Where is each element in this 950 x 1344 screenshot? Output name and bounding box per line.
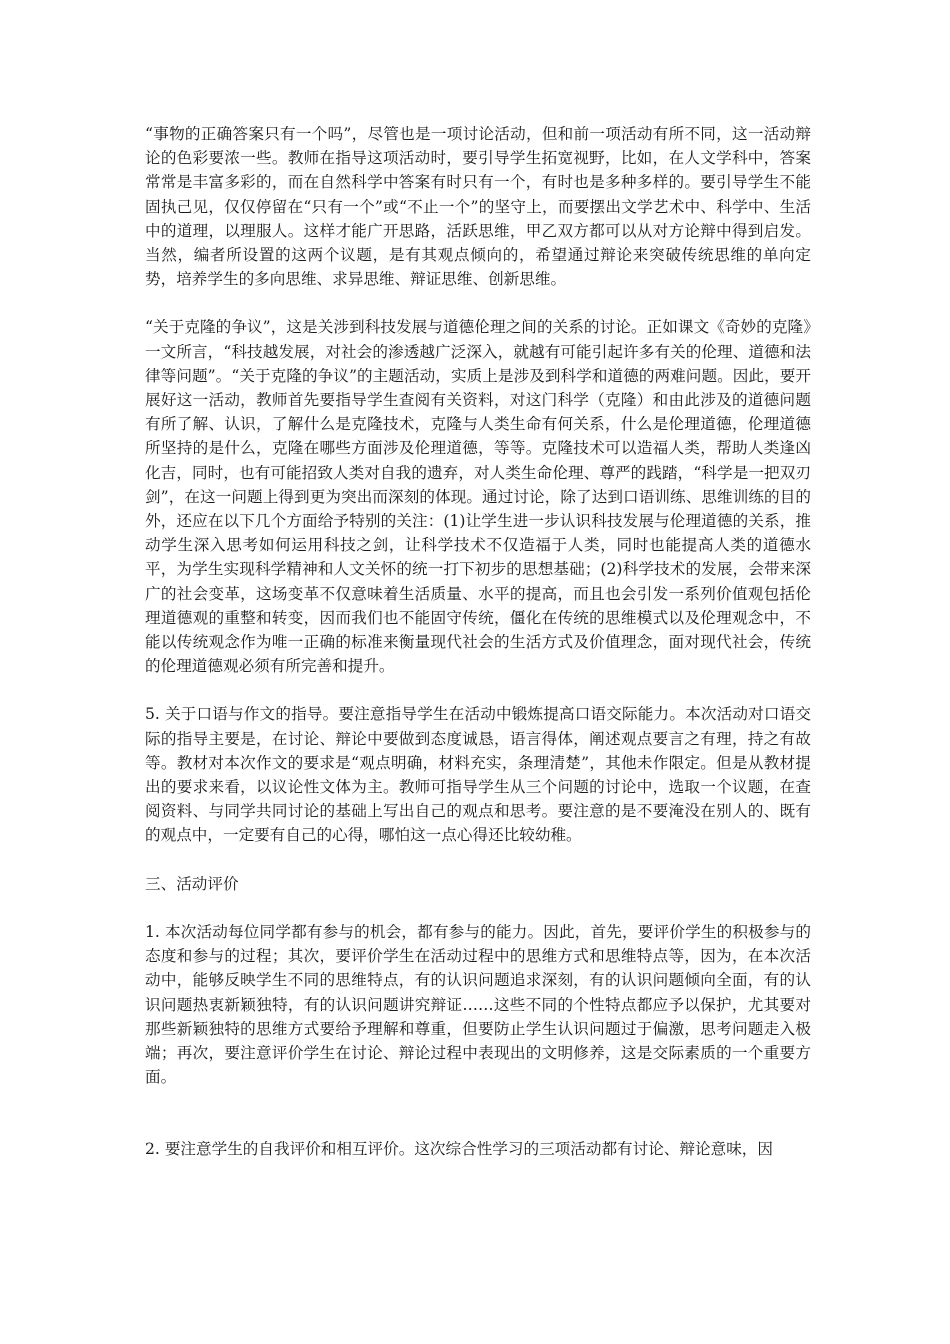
document-page — [145, 122, 811, 1162]
paragraph-gap — [145, 678, 811, 702]
paragraph-cloning-debate: “关于克隆的争议”，这是关涉到科技发展与道德伦理之间的关系的讨论。正如课文《奇妙的克隆》一文所言，“科技越发展，对社会的渗透越广泛深入，就越有可能引起许多有关的伦理、道德和法律等问题”。“关于克隆的争议”的主题活动，实质上是涉及到科学和道德的两难问题。因此，要开展好这一活动，教师首先要指导学生查阅有关资料，对这门科学（克隆）和由此涉及的道德问题有所了解、认识，了解什么是克隆技术，克隆与人类生命有何关系，什么是伦理道德，伦理道德所坚持的是什么，克隆在哪些方面涉及伦理道德，等等。克隆技术可以造福人类，帮助人类逢凶化吉，同时，也有可能招致人类对自我的遗弃，对人类生命伦理、尊严的践踏，“科学是一把双刃剑”，在这一问题上得到更为突出而深刻的体现。通过讨论，除了达到口语训练、思维训练的目的外，还应在以下几个方面给予特别的关注：(1)让学生进一步认识科技发展与伦理道德的关系，推动学生深入思考如何运用科技之剑，让科学技术不仅造福于人类，同时也能提高人类的道德水平，为学生实现科学精神和人文关怀的统一打下初步的思想基础；(2)科学技术的发展，会带来深广的社会变革，这场变革不仅意味着生活质量、水平的提高，而且也会引发一系列价值观包括伦理道德观的重整和转变，因而我们也不能固守传统，僵化在传统的思维模式以及伦理观念中，不能以传统观念作为唯一正确的标准来衡量现代社会的生活方式及价值理念，面对现代社会，传统的伦理道德观必须有所完善和提升。 — [145, 318, 811, 676]
paragraph-gap — [145, 291, 811, 315]
paragraph-answer-discussion: “事物的正确答案只有一个吗”，尽管也是一项讨论活动，但和前一项活动有所不同，这一活动辩论的色彩要浓一些。教师在指导这项活动时，要引导学生拓宽视野，比如，在人文学科中，答案常常是丰富多彩的，而在自然科学中答案有时只有一个，有时也是多种多样的。要引导学生不能固执己见，仅仅停留在“只有一个”或“不止一个”的坚守上，而要摆出文学艺术中、科学中、生活中的道理，以理服人。这样才能广开思路，活跃思维，甲乙双方都可以从对方论辩中得到启发。当然，编者所设置的这两个议题，是有其观点倾向的，希望通过辩论来突破传统思维的单向定势，培养学生的多向思维、求异思维、辩证思维、创新思维。 — [145, 125, 811, 289]
paragraph-gap — [145, 896, 811, 920]
section-heading-evaluation: 三、活动评价 — [145, 874, 239, 893]
paragraph-gap — [145, 848, 811, 872]
paragraph-gap — [145, 1089, 811, 1137]
paragraph-oral-writing-guidance: 5. 关于口语与作文的指导。要注意指导学生在活动中锻炼提高口语交际能力。本次活动对口语交际的指导主要是，在讨论、辩论中要做到态度诚恳，语言得体，阐述观点要言之有理，持之有故等。教材对本次作文的要求是“观点明确，材料充实，条理清楚”，其他未作限定。但是从教材提出的要求来看，以议论性文体为主。教师可指导学生从三个问题的讨论中，选取一个议题，在查阅资料、与同学共同讨论的基础上写出自己的观点和思考。要注意的是不要淹没在别人的、既有的观点中，一定要有自己的心得，哪怕这一点心得还比较幼稚。 — [145, 705, 811, 845]
paragraph-evaluation-2: 2. 要注意学生的自我评价和相互评价。这次综合性学习的三项活动都有讨论、辩论意味，因 — [145, 1140, 773, 1159]
paragraph-evaluation-1: 1. 本次活动每位同学都有参与的机会，都有参与的能力。因此，首先，要评价学生的积极参与的态度和参与的过程；其次，要评价学生在活动过程中的思维方式和思维特点等，因为，在本次活动中，能够反映学生不同的思维特点，有的认识问题追求深刻，有的认识问题倾向全面，有的认识问题热衷新颖独特，有的认识问题讲究辩证……这些不同的个性特点都应予以保护，尤其要对那些新颖独特的思维方式要给予理解和尊重，但要防止学生认识问题过于偏激，思考问题走入极端；再次，要注意评价学生在讨论、辩论过程中表现出的文明修养，这是交际素质的一个重要方面。 — [145, 922, 811, 1087]
